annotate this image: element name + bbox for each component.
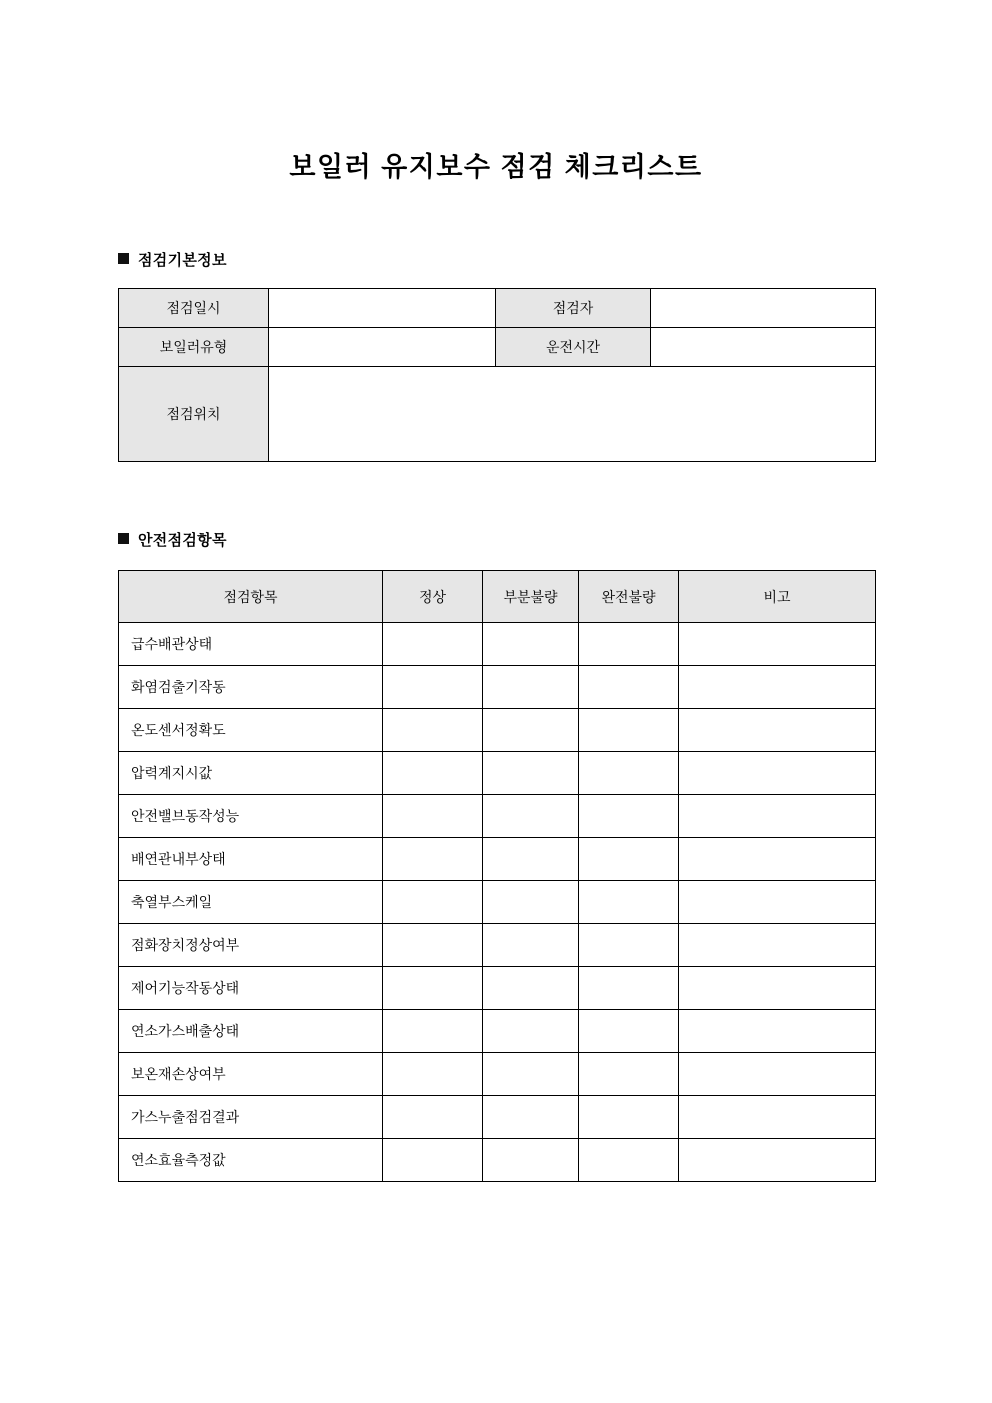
field-label-inspection-location: 점검위치 [119, 367, 269, 462]
checkbox-cell-partial-defect[interactable] [483, 924, 579, 967]
section-heading-basic-info [118, 249, 227, 270]
checkbox-cell-total-defect[interactable] [579, 795, 679, 838]
checklist-item-label: 가스누출점검결과 [119, 1096, 383, 1139]
checklist-item-label: 보온재손상여부 [119, 1053, 383, 1096]
remarks-cell[interactable] [679, 1010, 876, 1053]
table-row [119, 881, 876, 924]
column-header-partial-defect: 부분불량 [483, 571, 579, 623]
column-header-item: 점검항목 [119, 571, 383, 623]
remarks-cell[interactable] [679, 1139, 876, 1182]
remarks-cell[interactable] [679, 881, 876, 924]
table-row [119, 367, 876, 462]
safety-checklist-table [118, 570, 876, 1182]
section-heading-safety-check [118, 529, 227, 550]
remarks-cell[interactable] [679, 1096, 876, 1139]
remarks-cell[interactable] [679, 924, 876, 967]
table-row [119, 752, 876, 795]
checklist-item-label: 제어기능작동상태 [119, 967, 383, 1010]
checkbox-cell-partial-defect[interactable] [483, 623, 579, 666]
checkbox-cell-total-defect[interactable] [579, 881, 679, 924]
table-row [119, 1096, 876, 1139]
column-header-remarks: 비고 [679, 571, 876, 623]
table-row [119, 924, 876, 967]
column-header-normal: 정상 [383, 571, 483, 623]
checkbox-cell-total-defect[interactable] [579, 967, 679, 1010]
remarks-cell[interactable] [679, 709, 876, 752]
checkbox-cell-total-defect[interactable] [579, 1053, 679, 1096]
basic-info-table [118, 288, 876, 462]
checkbox-cell-normal[interactable] [383, 1010, 483, 1053]
field-label-boiler-type: 보일러유형 [119, 328, 269, 367]
checkbox-cell-normal[interactable] [383, 795, 483, 838]
checkbox-cell-total-defect[interactable] [579, 623, 679, 666]
checklist-item-label: 점화장치정상여부 [119, 924, 383, 967]
square-bullet-icon [118, 253, 129, 264]
table-row [119, 709, 876, 752]
checkbox-cell-total-defect[interactable] [579, 752, 679, 795]
checkbox-cell-total-defect[interactable] [579, 1139, 679, 1182]
checkbox-cell-normal[interactable] [383, 623, 483, 666]
field-value-inspection-location[interactable] [269, 367, 876, 462]
field-value-boiler-type[interactable] [269, 328, 496, 367]
remarks-cell[interactable] [679, 838, 876, 881]
checkbox-cell-total-defect[interactable] [579, 924, 679, 967]
checkbox-cell-normal[interactable] [383, 666, 483, 709]
field-label-inspection-datetime: 점검일시 [119, 289, 269, 328]
checklist-item-label: 배연관내부상태 [119, 838, 383, 881]
checkbox-cell-total-defect[interactable] [579, 1010, 679, 1053]
remarks-cell[interactable] [679, 795, 876, 838]
table-row [119, 289, 876, 328]
checkbox-cell-normal[interactable] [383, 924, 483, 967]
checkbox-cell-normal[interactable] [383, 967, 483, 1010]
square-bullet-icon [118, 533, 129, 544]
remarks-cell[interactable] [679, 967, 876, 1010]
table-header-row [119, 571, 876, 623]
checkbox-cell-partial-defect[interactable] [483, 795, 579, 838]
table-row [119, 1139, 876, 1182]
section-heading-safety-check-label: 안전점검항목 [138, 532, 227, 549]
remarks-cell[interactable] [679, 623, 876, 666]
checkbox-cell-partial-defect[interactable] [483, 1053, 579, 1096]
field-label-operating-hours: 운전시간 [496, 328, 651, 367]
checkbox-cell-partial-defect[interactable] [483, 967, 579, 1010]
table-row [119, 838, 876, 881]
checkbox-cell-total-defect[interactable] [579, 709, 679, 752]
checkbox-cell-normal[interactable] [383, 709, 483, 752]
section-heading-basic-info-label: 점검기본정보 [138, 252, 227, 269]
checkbox-cell-normal[interactable] [383, 838, 483, 881]
remarks-cell[interactable] [679, 666, 876, 709]
checkbox-cell-partial-defect[interactable] [483, 1010, 579, 1053]
table-row [119, 967, 876, 1010]
checkbox-cell-normal[interactable] [383, 1053, 483, 1096]
remarks-cell[interactable] [679, 1053, 876, 1096]
table-row [119, 328, 876, 367]
field-value-operating-hours[interactable] [651, 328, 876, 367]
checklist-item-label: 안전밸브동작성능 [119, 795, 383, 838]
field-value-inspector[interactable] [651, 289, 876, 328]
page-title: 보일러 유지보수 점검 체크리스트 [289, 152, 703, 183]
checklist-item-label: 연소효율측정값 [119, 1139, 383, 1182]
table-row [119, 623, 876, 666]
column-header-total-defect: 완전불량 [579, 571, 679, 623]
checkbox-cell-partial-defect[interactable] [483, 1096, 579, 1139]
field-label-inspector: 점검자 [496, 289, 651, 328]
checklist-item-label: 축열부스케일 [119, 881, 383, 924]
remarks-cell[interactable] [679, 752, 876, 795]
checkbox-cell-partial-defect[interactable] [483, 881, 579, 924]
checkbox-cell-total-defect[interactable] [579, 1096, 679, 1139]
checkbox-cell-total-defect[interactable] [579, 838, 679, 881]
checklist-item-label: 압력계지시값 [119, 752, 383, 795]
checkbox-cell-normal[interactable] [383, 881, 483, 924]
table-row [119, 795, 876, 838]
table-row [119, 1053, 876, 1096]
checkbox-cell-partial-defect[interactable] [483, 1139, 579, 1182]
checkbox-cell-partial-defect[interactable] [483, 838, 579, 881]
checklist-item-label: 온도센서정확도 [119, 709, 383, 752]
table-row [119, 666, 876, 709]
checkbox-cell-normal[interactable] [383, 752, 483, 795]
checkbox-cell-normal[interactable] [383, 1139, 483, 1182]
checkbox-cell-total-defect[interactable] [579, 666, 679, 709]
field-value-inspection-datetime[interactable] [269, 289, 496, 328]
checkbox-cell-partial-defect[interactable] [483, 709, 579, 752]
checkbox-cell-normal[interactable] [383, 1096, 483, 1139]
checkbox-cell-partial-defect[interactable] [483, 752, 579, 795]
checklist-item-label: 화염검출기작동 [119, 666, 383, 709]
checklist-item-label: 급수배관상태 [119, 623, 383, 666]
checklist-item-label: 연소가스배출상태 [119, 1010, 383, 1053]
checkbox-cell-partial-defect[interactable] [483, 666, 579, 709]
table-row [119, 1010, 876, 1053]
